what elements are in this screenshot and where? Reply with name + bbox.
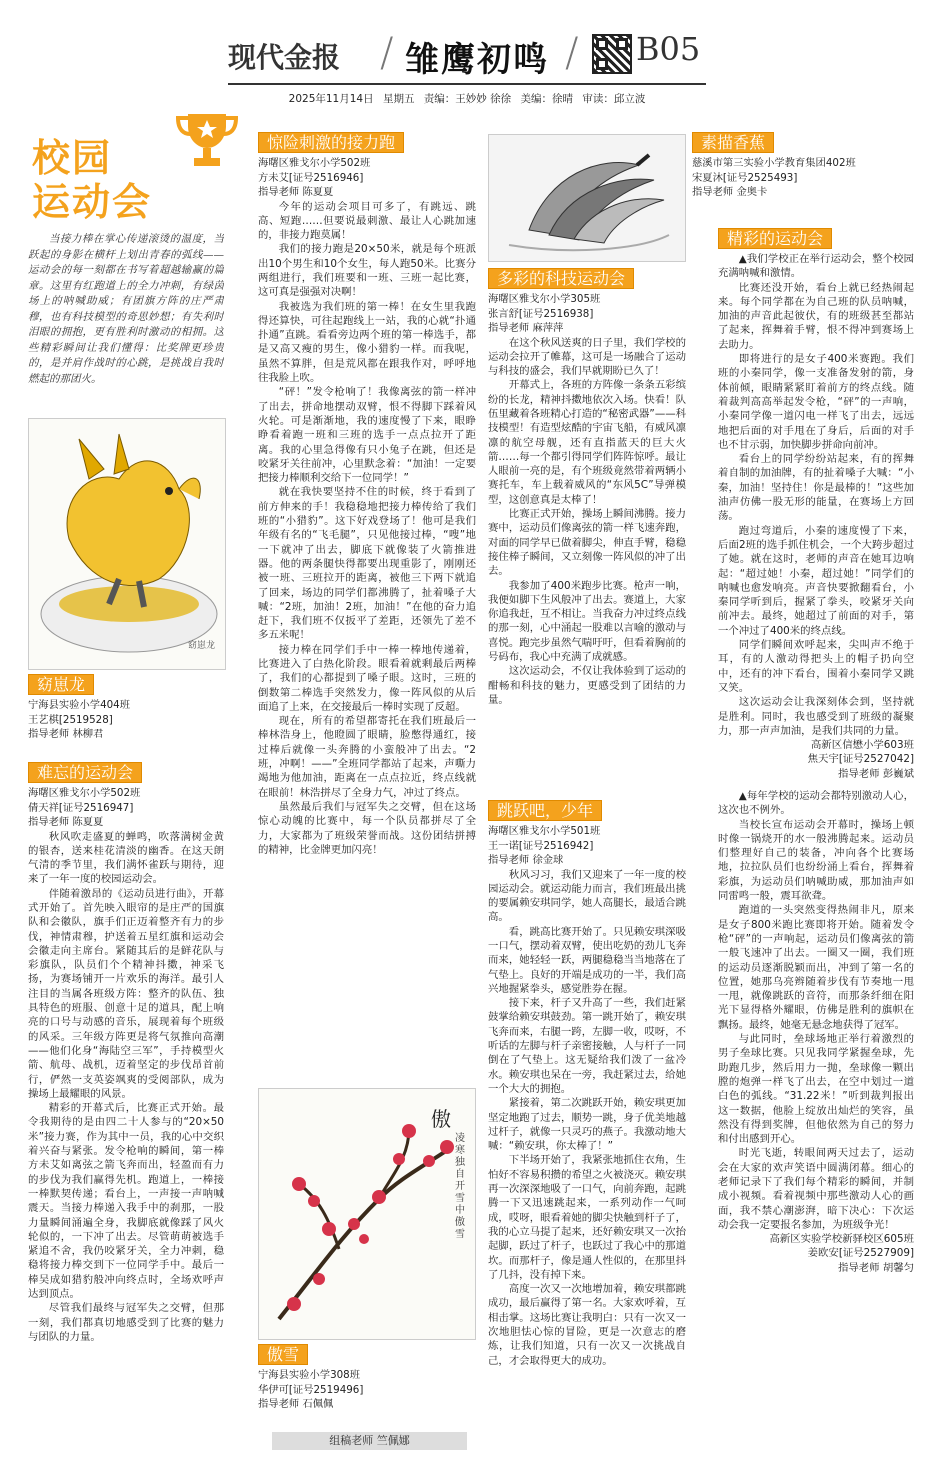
header-divider: / xyxy=(380,30,394,76)
issue-weekday: 星期五 xyxy=(382,93,415,105)
paragraph: 就在我快要坚持不住的时候，终于看到了前方伸来的手！我稳稳地把接力棒传给了我们班的“小猎豹”。这下好戏登场了！他可是我们年级有名的“飞毛腿”，只见他接过棒，“嗖”地一下就冲了出去，脚底下就像装了火箭推进器。他的两条腿快得都要出现重影了，刚刚还被一班、三班拉开的距离，被他三下两下就追了回来，场边的同学们都沸腾了，扯着嗓子大喊：“2班，加油！2班，加油！”在他的奋力追赶下，我们班不仅扳平了差距，还领先了差不多五米呢！ xyxy=(258,486,476,642)
paragraph: 在这个秋风送爽的日子里，我们学校的运动会拉开了帷幕，这可是一场融合了运动与科技的盛会，我们早就期盼已久了！ xyxy=(488,336,686,378)
paragraph: 时光飞逝，转眼间两天过去了，运动会在大家的欢声笑语中圆满闭幕。细心的老师记录下了我们每个精彩的瞬间，并制成小视频。看着视频中那些激动人心的画面，我不禁心潮澎湃，暗下决心：下次运动会我一定要报名参加，为班级争光！ xyxy=(718,1147,914,1231)
banner-title: 校园 运动会 xyxy=(32,136,153,224)
art1-teacher: 指导老师 林柳君 xyxy=(28,728,104,740)
article-d-school: 海曙区雅戈尔小学501班 xyxy=(488,825,601,837)
article-unforgettable xyxy=(28,762,224,1470)
signature-teacher: 指导老师 胡馨匀 xyxy=(837,1261,914,1274)
page-number: B05 xyxy=(636,30,701,68)
article-c-student: 张言舒[证号2516938] xyxy=(488,307,594,320)
header-divider: / xyxy=(565,30,579,76)
editor-credit: 责编：王妙妙 徐徐 xyxy=(423,93,512,105)
paragraph: 比赛还没开始，看台上就已经热闹起来。每个同学都在为自己班的队员呐喊，加油的声音此起彼伏，有的班级甚至都站了起来，挥舞着手臂，恨不得冲到赛场上去助力。 xyxy=(718,281,914,351)
article-relay xyxy=(258,132,476,1080)
paragraph: 当校长宣布运动会开幕时，操场上顿时像一锅烧开的水一般沸腾起来。运动员们整理好自己的装备，冲向各个比赛场地，拉拉队员们也纷纷涌上看台，挥舞着彩旗，为运动员们呐喊助威，那加油声如同雷鸣一般，震耳欲聋。 xyxy=(718,818,914,903)
paragraph: 尽管我们最终与冠军失之交臂，但那一刻，我们都真切地感受到了比赛的魅力与团队的力量。 xyxy=(28,1302,224,1343)
art3-credit xyxy=(692,132,914,204)
paragraph: 高度一次又一次地增加着，赖安琪都跳成功，最后赢得了第一名。大家欢呼着，互相击掌。这场比赛让我明白：只有一次又一次地胆怯心惊的冒险，更是一次意志的磨炼，让我们知道，只有一次又一次挑战自己，才会取得更大的成功。 xyxy=(488,1283,686,1367)
header-meta xyxy=(228,91,706,106)
art2-school: 宁海县实验小学308班 xyxy=(258,1369,361,1381)
paragraph: 与此同时，垒球场地正举行着激烈的男子垒球比赛。只见我同学紧握垒球，先助跑几步，然后用力一抛，垒球像一颗出膛的炮弹一样飞了出去，在空中划过一道白色的弧线。“31.22米！”听到裁判报出这一数据，他脸上绽放出灿烂的笑容，虽然没有得到奖牌，但他依然为自己的努力和付出感到开心。 xyxy=(718,1033,914,1146)
article-a-title: 难忘的运动会 xyxy=(28,762,142,783)
paragraph: 现在，所有的希望都寄托在我们班最后一棒林浩身上，他瞪圆了眼睛，脸憋得通红，接过棒后就像一头奔腾的小蛮般冲了出去。“2班，冲啊！——”全班同学都站了起来，声嘶力竭地为他加油，距离在一点点拉近，终点线就在眼前！林浩拼尽了全身力气，冲过了终点。 xyxy=(258,715,476,799)
article-b-student: 方未艾[证号2516946] xyxy=(258,171,364,184)
paragraph: 这次运动会，不仅让我体验到了运动的酣畅和科技的魅力，更感受到了团结的力量。 xyxy=(488,665,686,706)
article-a-teacher: 指导老师 陈夏夏 xyxy=(28,816,104,828)
article-c-title: 多彩的科技运动会 xyxy=(488,268,634,289)
paragraph: 虽然最后我们与冠军失之交臂，但在这场惊心动魄的比赛中，每一个队员都拼尽了全力，大家都为了班级荣誉而战。这份团结拼搏的精神，比金牌更加闪亮！ xyxy=(258,800,476,856)
paragraph: 我被选为我们班的第一棒！在女生里我跑得还算快，可往起跑线上一站，我的心就“扑通扑通”直跳。看看旁边两个班的第一棒选手，都是又高又瘦的男生，像小猎豹一样。而我呢，虽然不算胖，但是荒风都在跟我作对，呼呼地往我脸上吹。 xyxy=(258,300,476,385)
paragraph: 秋风习习，我们又迎来了一年一度的校园运动会。就运动能力而言，我们班最出挑的要属赖安琪同学，她人高腿长，最适合跳高。 xyxy=(488,868,686,924)
paragraph: ▲每年学校的运动会都特别激动人心，这次也不例外。 xyxy=(718,789,914,817)
article-b-title: 惊险刺激的接力跑 xyxy=(258,132,404,153)
signature-student: 焦天宇[证号2527042] xyxy=(807,753,914,766)
signature-school: 高新区信懋小学603班 xyxy=(811,739,914,752)
paragraph: 看台上的同学纷纷站起来，有的挥舞着自制的加油牌，有的扯着嗓子大喊：“小秦，加油！坚持住！你是最棒的！”这些加油声仿佛一股无形的能量，在赛场上方回荡。 xyxy=(718,453,914,523)
article-e-title: 精彩的运动会 xyxy=(718,228,832,249)
painting-plum xyxy=(258,1088,476,1340)
article-d-teacher: 指导老师 徐金球 xyxy=(488,854,564,866)
art3-title: 素描香蕉 xyxy=(692,132,774,153)
art2-student: 华伊可[证号2519496] xyxy=(258,1383,364,1396)
paragraph: 开幕式上，各班的方阵像一条条五彩缤纷的长龙，精神抖擞地依次入场。快看！队伍里藏着各班精心打造的“秘密武器”——科技模型！有造型炫酷的宇宙飞船，有威风凛凛的航空母舰，还有直指蓝天的巨大火箭……每一个都引得同学们阵阵惊呼。最让人眼前一亮的是，有个班级竟然带着两辆小赛托车，车上载着威风的“东风5C”导弹模型，这创意真是太棒了！ xyxy=(488,379,686,506)
signature-student: 姜欧安[证号2527909] xyxy=(807,1247,914,1260)
article-c-teacher: 指导老师 麻萍萍 xyxy=(488,322,564,334)
article-a-school: 海曙区雅戈尔小学502班 xyxy=(28,787,141,799)
intro-text: 当接力棒在掌心传递滚烫的温度，当跃起的身影在横杆上划出青春的弧线——运动会的每一刻都在书写着超越输赢的篇章。这里有红跑道上的全力冲刺，有绿茵场上的呐喊助威；有团旗方阵的庄严肃穆，也有科技模型的奇思妙想；有失利时泪眼的拥抱，更有胜利时激动的相拥。这些精彩瞬间让我们懂得：比奖牌更珍贵的，是并肩作战时的心跳，是挑战自我时燃起的那团火。 xyxy=(28,233,224,385)
paragraph: 同学们瞬间欢呼起来，尖叫声不绝于耳，有的人激动得把头上的帽子扔向空中，还有的冲下看台，围着小秦同学又跳又笑。 xyxy=(718,639,914,694)
issue-date: 2025年11月14日 xyxy=(288,93,374,105)
poem-inscription: 凌寒独自开 雪中傲雪 xyxy=(455,1133,465,1240)
paragraph: ▲我们学校正在举行运动会，整个校园充满呐喊和激情。 xyxy=(718,253,914,280)
article-jump xyxy=(488,800,686,1462)
header-rule xyxy=(228,83,706,85)
art1-school: 宁海县实验小学404班 xyxy=(28,699,131,711)
article-d-title: 跳跃吧，少年 xyxy=(488,800,602,821)
trophy-icon xyxy=(174,106,240,172)
art1-title: 窈崽龙 xyxy=(28,674,94,695)
article-wonderful xyxy=(718,228,914,1468)
paragraph: 比赛正式开始，操场上瞬间沸腾。接力赛中，运动员们像离弦的箭一样飞速奔跑，对面的同学早已做着脚尖，伸直手臂，稳稳接住棒子瞬间，又立刻像一阵风似的冲了出去。 xyxy=(488,508,686,578)
article-a-student: 倩天祥[证号2516947] xyxy=(28,801,134,814)
signature-school: 高新区实验学校新驿校区605班 xyxy=(769,1233,914,1246)
sketch-bananas xyxy=(488,134,686,262)
calligraphy-character: 傲 xyxy=(431,1107,451,1131)
paragraph: 今年的运动会项目可多了，有跳远、跳高、短跑……但要说最刺激、最让人心跳加速的，非接力跑莫属！ xyxy=(258,200,476,242)
section-banner xyxy=(22,100,232,228)
group-teacher-credit: 组稿老师 竺佩娜 xyxy=(272,1432,467,1450)
article-c-school: 海曙区雅戈尔小学305班 xyxy=(488,293,601,305)
article-tech xyxy=(488,268,686,790)
paragraph: 精彩的开幕式后，比赛正式开始。最令我期待的是由四二十人参与的“20×50米”接力赛，作为其中一员，我的心中交织着兴奋与紧张。发令枪响的瞬间，第一棒方未艾如离弦之箭飞奔而出，轻盈而有力的步伐为我们赢得先机。跑道上，一棒接一棒默契传递；看台上，一声接一声呐喊震天。当接力棒递入我手中的刹那，一股力量瞬间涌遍全身，我脚底就像踩了风火轮似的，一下冲了出去。尽管萌萌被选手紧追不舍，我仍咬紧牙关，全力冲刺，稳稳将接力棒交到下一位同学手中。最后一棒吴成如猎豹般冲向终点时，全场欢呼声达到顶点。 xyxy=(28,1102,224,1300)
paragraph: 接力棒在同学们手中一棒一棒地传递着，比赛进入了白热化阶段。眼看着就剩最后两棒了，我们的心都提到了嗓子眼。这时，三班的倒数第二棒选手突然发力，像一阵风似的从后面追了上来，在交接最后一棒时实现了反超。 xyxy=(258,643,476,713)
paragraph: 下半场开始了，我紧张地抓住衣角，生怕好不容易积攒的希望之火被浇灭。赖安琪再一次深深地吸了一口气，向前奔跑，起跳腾一下又迅速跳起来，一系列动作一气呵成，哎呀，眼看着她的脚尖快触到杆子了，我的心立马提了起来，还好赖安琪又一次抬起脚，跃过了杆子，也跃过了我心中的那道坎。而那杆子，像是通人性似的，在那里抖了几抖，没有掉下来。 xyxy=(488,1154,686,1281)
paragraph: 跑道的一头突然变得热闹非凡，原来是女子800米跑比赛即将开始。随着发令枪“砰”的一声响起，运动员们像离弦的箭一般飞速冲了出去。一圈又一圈，我们班的运动员逐渐脱颖而出，冲到了第一名的位置，她那乌亮辫随着步伐有节奏地一甩一甩，就像跳跃的音符，而那条纤细在阳光下显得格外耀眼，仿佛是胜利的旗帜在飘扬。最终，她毫无悬念地获得了冠军。 xyxy=(718,904,914,1031)
art1-credit xyxy=(28,674,224,742)
qr-code-icon[interactable] xyxy=(592,34,632,74)
article-b-teacher: 指导老师 陈夏夏 xyxy=(258,186,334,198)
art1-student: 王艺棋[2519528] xyxy=(28,713,113,726)
review-credit: 审读：邱立波 xyxy=(582,93,646,105)
paragraph: 看，跳高比赛开始了。只见赖安琪深吸一口气，摆动着双臂，使出吃奶的劲儿飞奔而来，她轻轻一跃，两腿稳稳当当地落在了气垫上。良好的开端是成功的一半，我们高兴地握紧拳头，感觉胜券在握。 xyxy=(488,925,686,995)
paragraph: 这次运动会让我深刻体会到，坚持就是胜利。同时，我也感受到了班级的凝聚力，那一声声加油，是我们共同的力量。 xyxy=(718,696,914,737)
art2-credit xyxy=(258,1344,476,1428)
column-title: 雏鹰初鸣 xyxy=(405,40,549,80)
painting-dragon xyxy=(28,418,226,670)
article-b-school: 海曙区雅戈尔小学502班 xyxy=(258,157,371,169)
paragraph: 秋风吹走盛夏的蝉鸣，吹落满树金黄的银杏，送来桂花清淡的幽香。在这天朗气清的季节里，我们满怀雀跃与期待，迎来了一年一度的校园运动会。 xyxy=(28,830,224,886)
art-credit: 美编：徐晴 xyxy=(520,93,573,105)
paragraph: 即将进行的是女子400米赛跑。我们班的小秦同学，像一支准备发射的箭，身体前倾，眼睛紧紧盯着前方的终点线。随着裁判高高举起发令枪，“砰”的一声响，小秦同学像一道闪电一样飞了出去，远远地把后面的对手甩在了身后，后面的对手也不甘示弱，加快脚步拼命向前冲。 xyxy=(718,353,914,451)
art3-school: 慈溪市第三实验小学教育集团402班 xyxy=(692,157,856,169)
paragraph: 我参加了400米跑步比赛。枪声一响，我便如脚下生风般冲了出去。赛道上，大家你追我赶，互不相让。当我奋力冲过终点线的那一刻，心中涌起一股难以言喻的激动与喜悦。跑完步虽然气喘吁吁，但看着胸前的号码布，我心中充满了成就感。 xyxy=(488,579,686,664)
art2-title: 傲雪 xyxy=(258,1344,308,1365)
paragraph: 跑过弯道后，小秦的速度慢了下来，后面2班的选手抓住机会，一个大跨步超过了她。就在这时，老师的声音在她耳边响起：“超过她！小秦，超过她！”同学们的呐喊也愈发响亮。声音快要掀翻看台，小秦同学听到后，握紧了拳头，咬紧牙关向前冲去。最终，她超过了前面的对手，第一个冲过了400米的终点线。 xyxy=(718,524,914,637)
paragraph: “砰！”发令枪响了！我像离弦的箭一样冲了出去，拼命地摆动双臂，恨不得脚下踩着风火轮。可是渐渐地，我的速度慢了下来，眼睁睁看着跑一班和三班的选手一点点拉开了距离。我的心里急得像有只小兔子在跳，但还是咬紧牙关往前冲，心里默念着：“加油！一定要把接力棒顺利交给下一位同学！” xyxy=(258,386,476,485)
paragraph: 伴随着激昂的《运动员进行曲》，开幕式开始了。首先映入眼帘的是庄严的国旗队和会徽队，旗手们正迈着整齐有力的步伐，神情肃穆，护送着五星红旗和运动会会徽走向主席台。紧随其后的是鲜花队与彩旗队，队员们个个精神抖擞，神采飞扬，为赛场铺开一片欢乐的海洋。最引人注目的当属各班级方阵：整齐的队伍、独具特色的班服、创意十足的道具，配上响亮的口号与动感的音乐，展现着每个班级的风采。三年级方阵更是将气氛推向高潮——他们化身“海陆空三军”，手持模型火箭、航母、战机，迈着坚定的步伐昂首前行，俨然一支英姿飒爽的受阅部队，成为操场上最耀眼的风景。 xyxy=(28,887,224,1100)
paragraph: 紧接着，第二次跳跃开始，赖安琪更加坚定地跑了过去，顺势一跳，身子优美地越过杆子，就像一只灵巧的燕子。我激动地大喊：“赖安琪，你太棒了！” xyxy=(488,1097,686,1153)
paper-logo: 现代金报 xyxy=(228,41,341,74)
artist-signature: 窈崽龙 xyxy=(187,641,215,651)
art3-student: 宋夏沐[证号2525493] xyxy=(692,171,798,184)
art3-teacher: 指导老师 金奥卡 xyxy=(692,186,768,198)
art2-teacher: 指导老师 石佩佩 xyxy=(258,1398,334,1410)
paragraph: 接下来，杆子又升高了一些，我们赶紧鼓掌给赖安琪鼓劲。第一跳开始了，赖安琪飞奔而来，右腿一跨，左脚一收，哎呀，不听话的左脚与杆子亲密接触，人与杆子一同倒在了气垫上。这无疑给我们泼了一盆冷水。赖安琪也呆在一旁，我赶紧过去，给她一个大大的拥抱。 xyxy=(488,997,686,1095)
paragraph: 我们的接力跑是20×50米，就是每个班派出10个男生和10个女生，每人跑50米。比赛分两组进行，我们班要和一班、三班一起比赛，这可真是强强对决啊！ xyxy=(258,243,476,299)
article-d-student: 王一诺[证号2516942] xyxy=(488,839,594,852)
signature-teacher: 指导老师 彭巍斌 xyxy=(837,767,914,780)
